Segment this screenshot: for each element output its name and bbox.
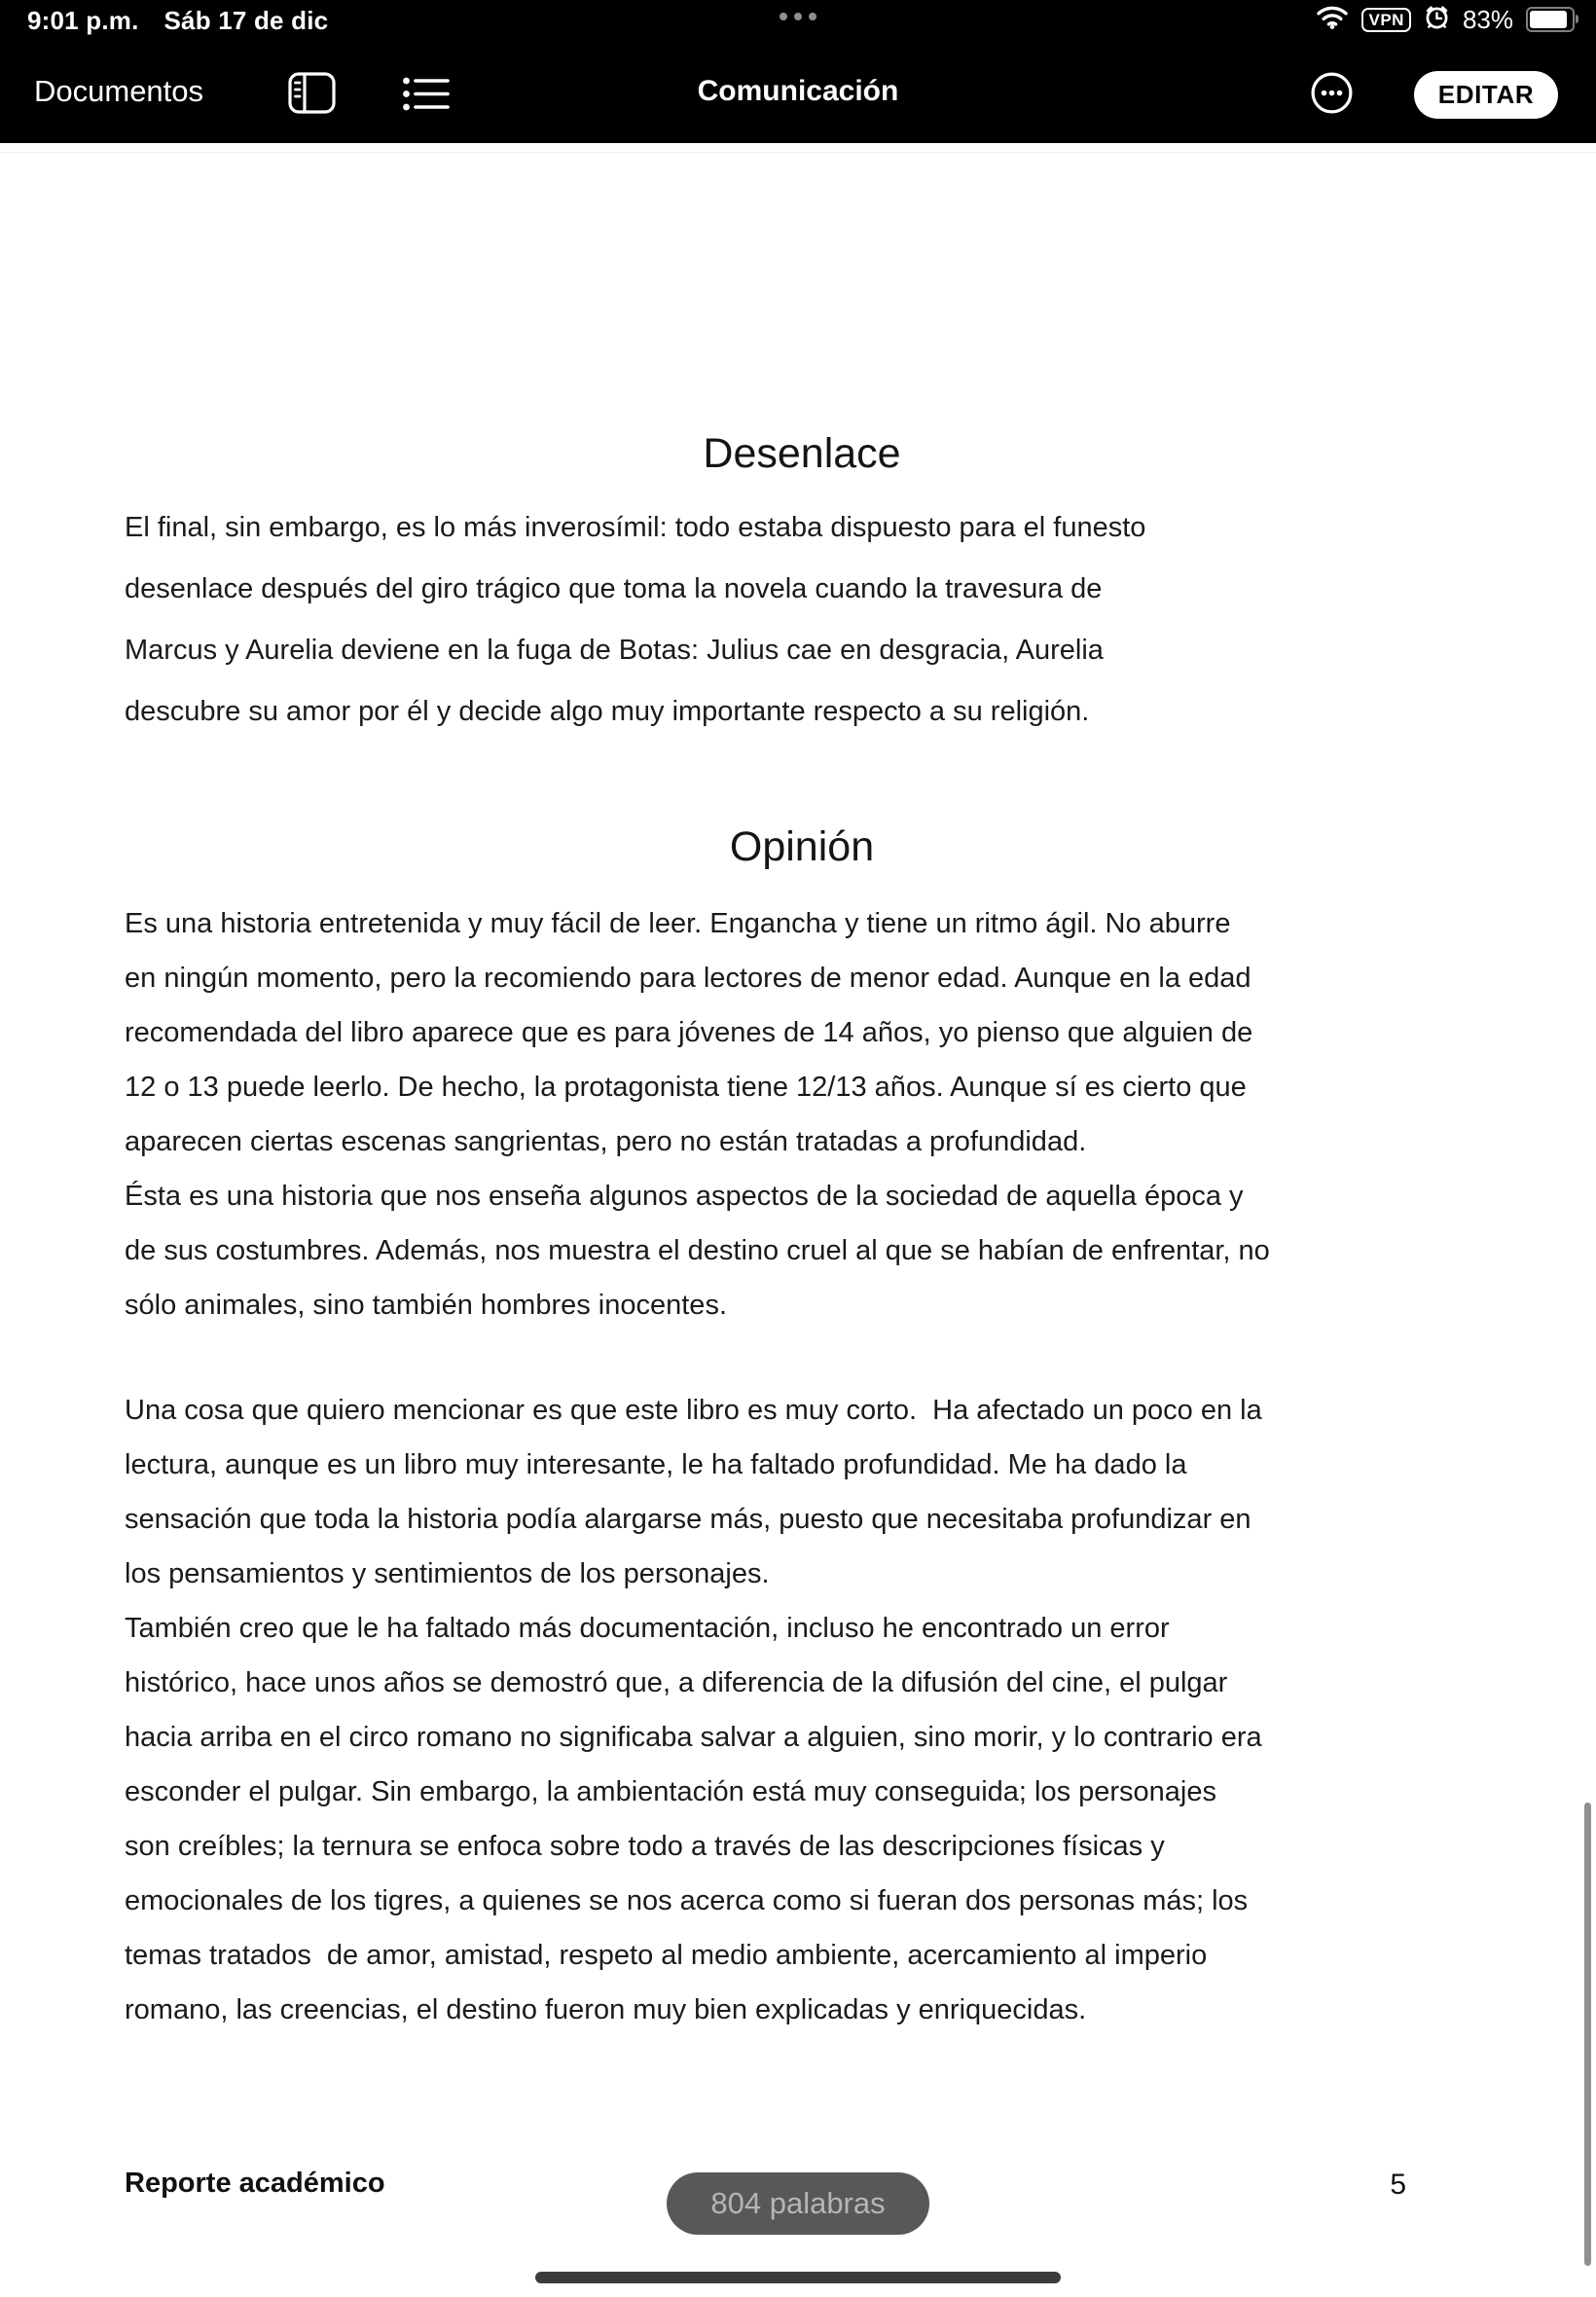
text-line: temas tratados de amor, amistad, respeto al medio ambiente, acercamiento al imperio [125,1939,1208,1971]
battery-percent: 83% [1462,4,1513,34]
text-line: son creíbles; la ternura se enfoca sobre todo a través de las descripciones físicas y [125,1830,1165,1862]
text-line: Es una historia entretenida y muy fácil de leer. Engancha y tiene un ritmo ágil. No aburre [125,907,1231,939]
home-indicator[interactable] [535,2272,1061,2283]
wifi-icon [1316,5,1349,34]
text-line: Una cosa que quiero mencionar es que este libro es muy corto. Ha afectado un poco en la [125,1394,1262,1426]
text-line: romano, las creencias, el destino fueron muy bien explicadas y enriquecidas. [125,1993,1087,2025]
text-line: sensación que toda la historia podía alargarse más, puesto que necesitaba profundizar en [125,1503,1251,1535]
text-line: Ésta es una historia que nos enseña algunos aspectos de la sociedad de aquella época y [125,1180,1244,1212]
documents-back-button[interactable]: Documentos [34,74,204,108]
text-line: Marcus y Aurelia deviene en la fuga de Botas: Julius cae en desgracia, Aurelia [125,635,1104,666]
text-line: recomendada del libro aparece que es para jóvenes de 14 años, yo pienso que alguien de [125,1016,1253,1048]
paragraph-opinion-1 [125,896,1479,1332]
text-line: descubre su amor por él y decide algo muy importante respecto a su religión. [125,696,1090,727]
page-title: Comunicación [697,75,899,107]
paragraph-opinion-2 [125,1383,1479,2037]
paragraph-desenlace [125,497,1479,743]
status-left [27,6,328,36]
header [0,0,1596,143]
text-line: de sus costumbres. Además, nos muestra el destino cruel al que se habían de enfrentar, no [125,1234,1270,1266]
text-line: sólo animales, sino también hombres inocentes. [125,1289,727,1321]
text-line: aparecen ciertas escenas sangrientas, pero no están tratadas a profundidad. [125,1125,1087,1157]
text-line: histórico, hace unos años se demostró que, a diferencia de la difusión del cine, el pulgar [125,1666,1228,1698]
document-page[interactable] [125,143,1479,2037]
text-line: esconder el pulgar. Sin embargo, la ambientación está muy conseguida; los personajes [125,1775,1217,1807]
battery-icon [1526,7,1575,32]
status-bar [0,0,1596,33]
edit-button[interactable]: EDITAR [1414,71,1558,119]
alarm-clock-icon [1424,4,1450,35]
text-line: en ningún momento, pero la recomiendo para lectores de menor edad. Aunque en la edad [125,962,1251,994]
vpn-badge: VPN [1361,8,1410,32]
section-heading-desenlace: Desenlace [703,430,901,477]
text-line: 12 o 13 puede leerlo. De hecho, la protagonista tiene 12/13 años. Aunque sí es cierto que [125,1071,1247,1103]
word-count-badge[interactable] [667,2172,929,2235]
status-date: Sáb 17 de dic [163,6,329,35]
vertical-scrollbar[interactable] [1584,1803,1591,2266]
text-line: desenlace después del giro trágico que toma la novela cuando la travesura de [125,573,1103,604]
status-time: 9:01 p.m. [27,6,139,35]
text-line: También creo que le ha faltado más documentación, incluso he encontrado un error [125,1612,1170,1644]
word-count-text: 804 palabras [710,2186,886,2220]
status-right [1316,4,1575,35]
toolbar [0,60,1596,128]
sidebar-panel-icon[interactable] [288,72,336,119]
view-options-list-icon[interactable] [403,76,450,117]
text-line: hacia arriba en el circo romano no significaba salvar a alguien, sino morir, y lo contrario era [125,1721,1262,1753]
text-line: El final, sin embargo, es lo más inverosímil: todo estaba dispuesto para el funesto [125,512,1146,543]
text-line: lectura, aunque es un libro muy interesante, le ha faltado profundidad. Me ha dado la [125,1448,1187,1480]
page-number: 5 [1390,2169,1406,2201]
more-ellipsis-icon[interactable] [1310,71,1354,120]
section-heading-opinion: Opinión [729,823,875,870]
document-name-label: Reporte académico [125,2168,385,2199]
text-line: emocionales de los tigres, a quienes se nos acerca como si fueran dos personas más; los [125,1884,1249,1916]
text-line: los pensamientos y sentimientos de los personajes. [125,1557,770,1589]
